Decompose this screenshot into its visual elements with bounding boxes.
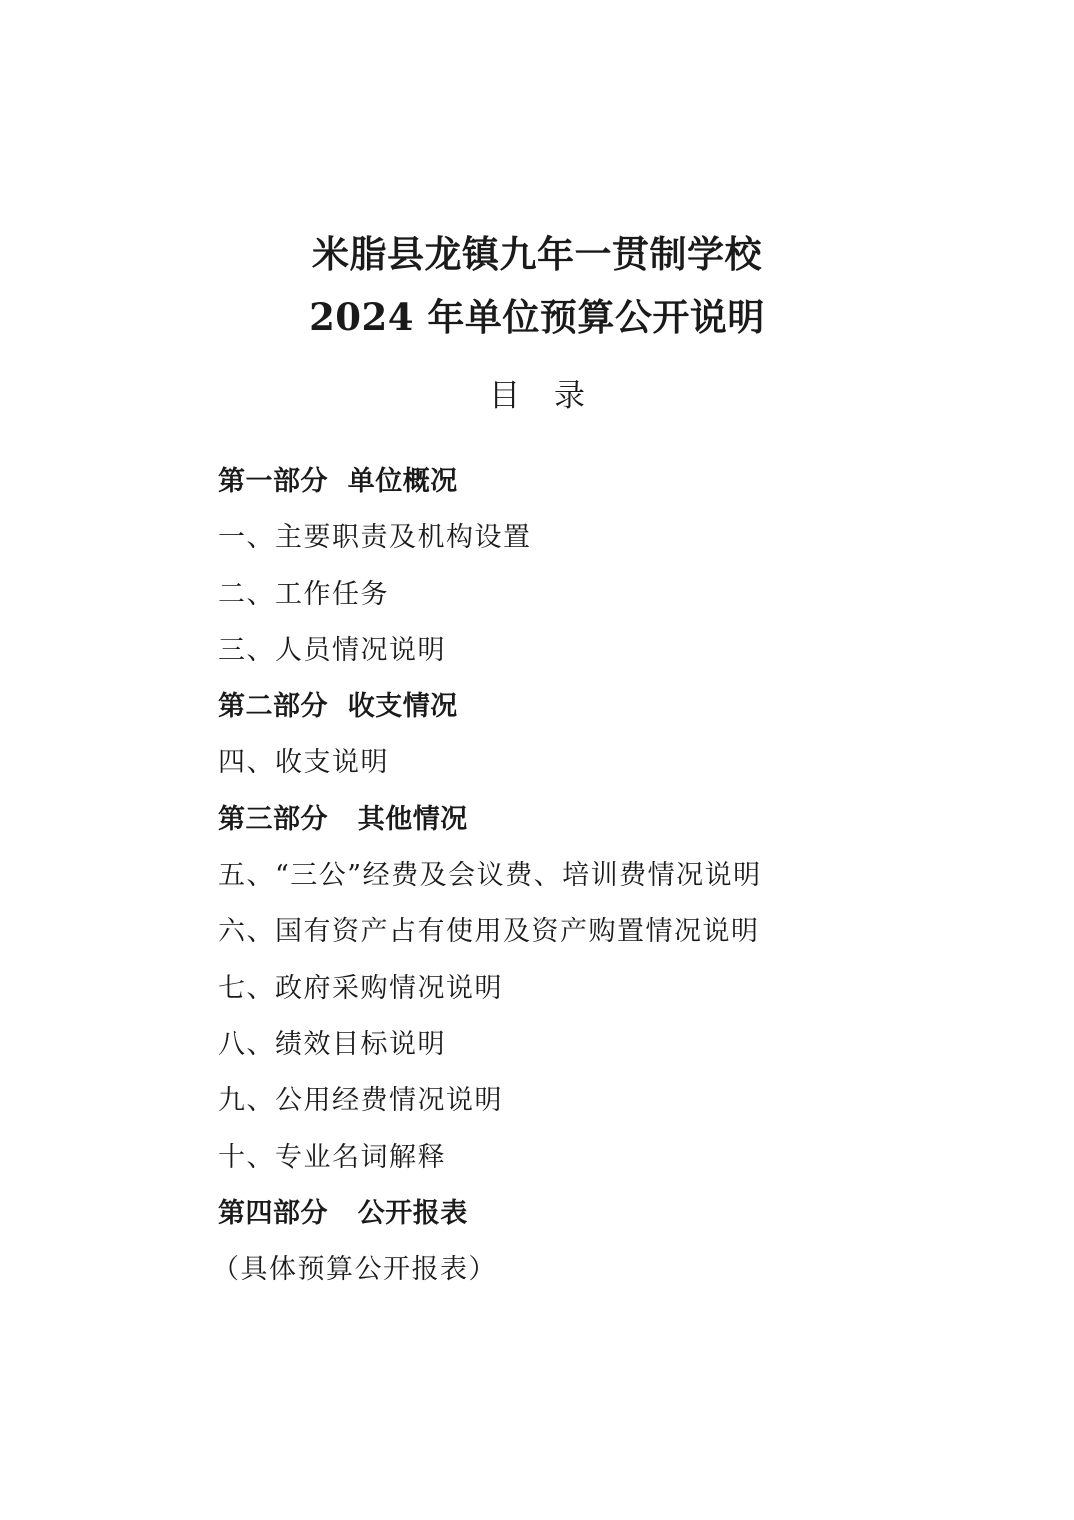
toc-item-3: 三、人员情况说明	[218, 634, 446, 666]
toc-item-5: 五、“三公”经费及会议费、培训费情况说明	[218, 860, 762, 892]
toc-item-7: 七、政府采购情况说明	[218, 972, 503, 1004]
toc-note: （具体预算公开报表）	[212, 1254, 497, 1286]
toc-part-2: 第二部分 收支情况	[218, 691, 458, 723]
document-title-line-2: 2024 年单位预算公开说明	[309, 295, 765, 339]
toc-heading-char-2: 录	[554, 378, 585, 414]
toc-item-9: 九、公用经费情况说明	[218, 1085, 503, 1117]
toc-item-10: 十、专业名词解释	[218, 1141, 446, 1173]
document-title-line-1: 米脂县龙镇九年一贯制学校	[312, 232, 762, 276]
toc-item-8: 八、绩效目标说明	[218, 1028, 446, 1060]
table-of-contents	[212, 460, 1018, 1304]
toc-item-2: 二、工作任务	[218, 578, 389, 610]
toc-item-4: 四、收支说明	[218, 747, 389, 779]
toc-heading	[0, 376, 1074, 416]
toc-part-3: 第三部分 其他情况	[218, 803, 468, 835]
toc-item-6: 六、国有资产占有使用及资产购置情况说明	[218, 916, 760, 948]
toc-part-1: 第一部分 单位概况	[218, 466, 458, 497]
toc-item-1: 一、主要职责及机构设置	[218, 522, 532, 554]
toc-heading-char-1: 目	[489, 378, 520, 414]
toc-part-4: 第四部分 公开报表	[218, 1197, 468, 1229]
